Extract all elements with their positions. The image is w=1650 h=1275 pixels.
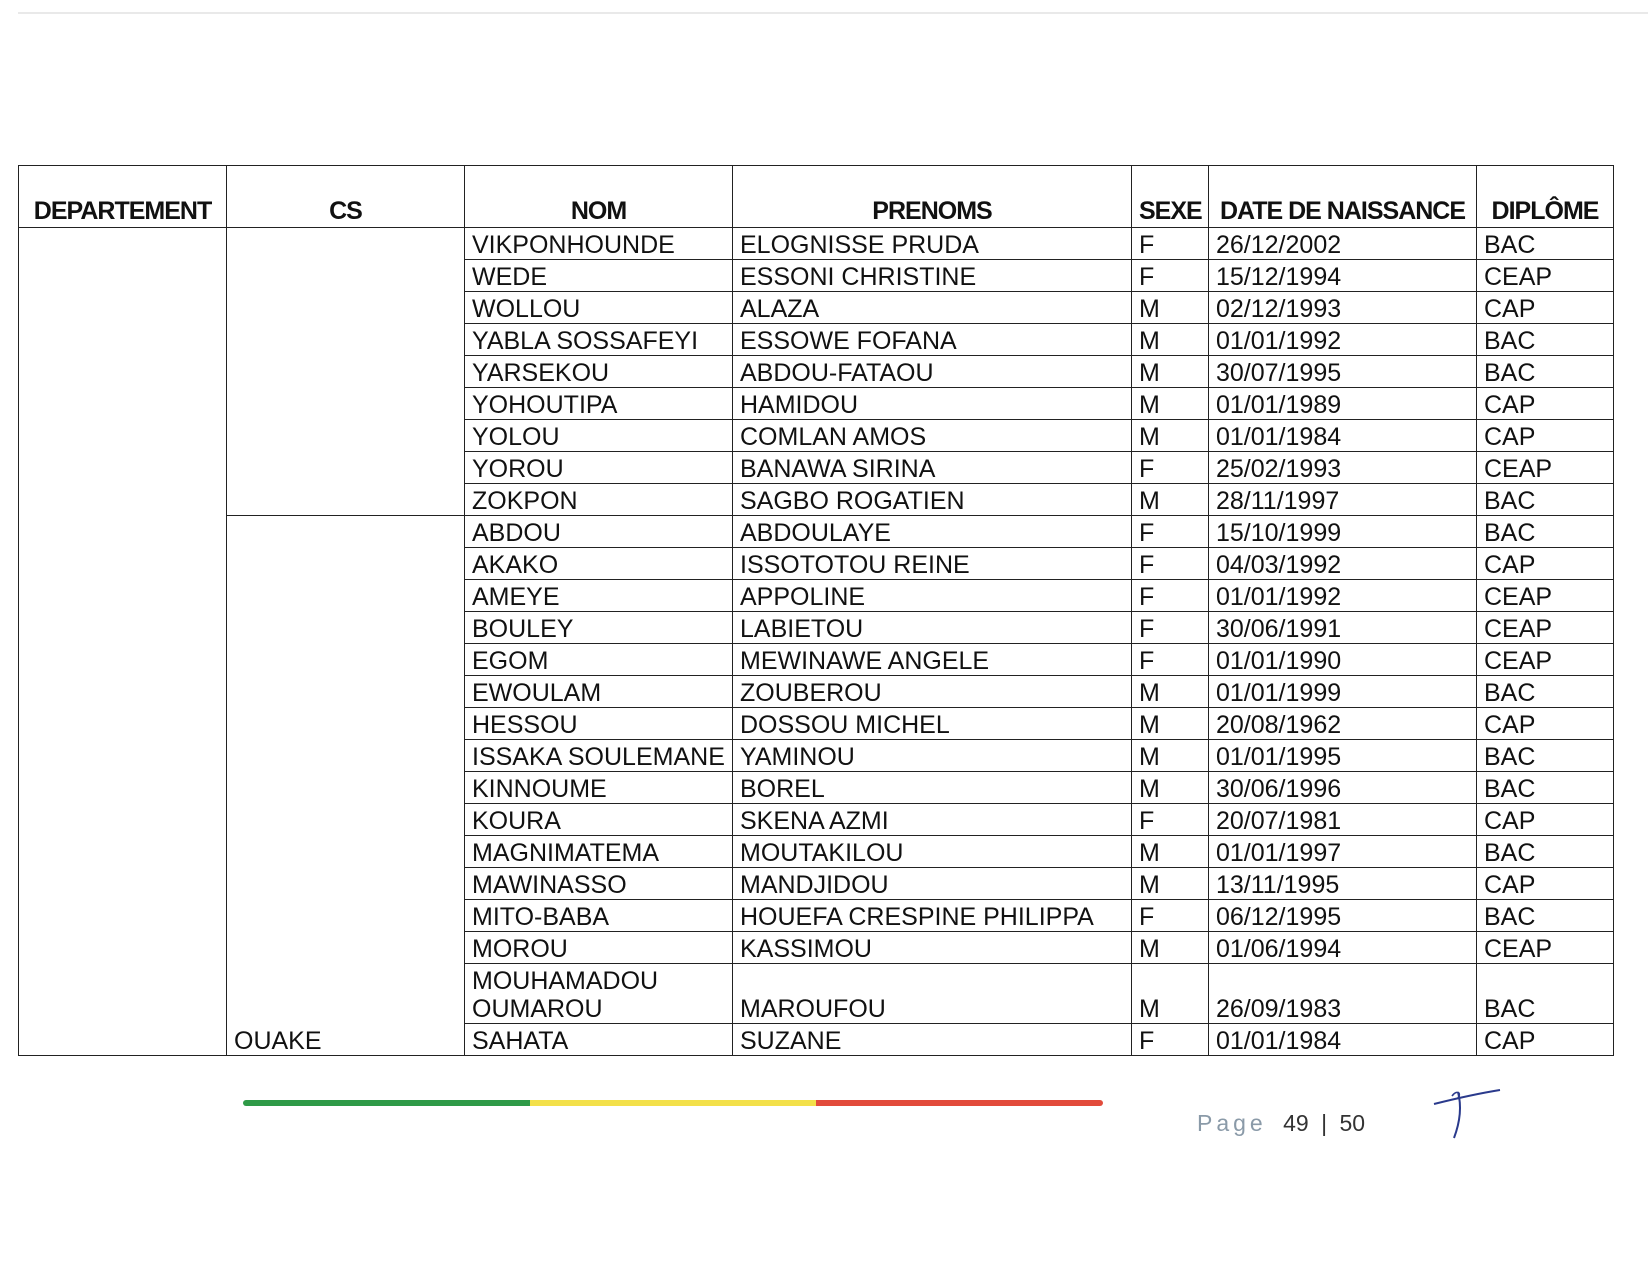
cell-diplome: CEAP [1477, 580, 1614, 612]
page-indicator [1197, 1110, 1365, 1137]
cell-date-naissance: 01/06/1994 [1209, 932, 1477, 964]
page-total: 50 [1339, 1110, 1366, 1136]
cell-diplome: CEAP [1477, 612, 1614, 644]
cell-prenoms: COMLAN AMOS [733, 420, 1132, 452]
cell-diplome: BAC [1477, 836, 1614, 868]
cell-diplome: CAP [1477, 1024, 1614, 1056]
cell-sexe: F [1132, 1024, 1209, 1056]
cell-date-naissance: 26/09/1983 [1209, 964, 1477, 1024]
cell-nom: ABDOU [465, 516, 733, 548]
cell-date-naissance: 15/10/1999 [1209, 516, 1477, 548]
cell-date-naissance: 01/01/1992 [1209, 580, 1477, 612]
register-table [18, 165, 1614, 1056]
cell-prenoms: BANAWA SIRINA [733, 452, 1132, 484]
cell-prenoms: ALAZA [733, 292, 1132, 324]
cell-sexe: F [1132, 548, 1209, 580]
cell-date-naissance: 01/01/1995 [1209, 740, 1477, 772]
cell-diplome: CAP [1477, 708, 1614, 740]
flag-color-bar [243, 1100, 1103, 1106]
cell-diplome: BAC [1477, 772, 1614, 804]
cell-sexe: M [1132, 356, 1209, 388]
cell-date-naissance: 01/01/1999 [1209, 676, 1477, 708]
cell-nom: SAHATA [465, 1024, 733, 1056]
cell-prenoms: ESSOWE FOFANA [733, 324, 1132, 356]
cell-nom: AMEYE [465, 580, 733, 612]
cell-nom: EGOM [465, 644, 733, 676]
cell-prenoms: KASSIMOU [733, 932, 1132, 964]
signature-mark [1430, 1082, 1510, 1142]
cell-prenoms: ISSOTOTOU REINE [733, 548, 1132, 580]
cell-sexe: M [1132, 324, 1209, 356]
header-sexe: SEXE [1132, 166, 1209, 228]
cell-nom: YARSEKOU [465, 356, 733, 388]
top-rule [18, 12, 1648, 14]
cell-prenoms: MEWINAWE ANGELE [733, 644, 1132, 676]
cell-prenoms: HAMIDOU [733, 388, 1132, 420]
cell-sexe: M [1132, 964, 1209, 1024]
page-current: 49 [1283, 1110, 1309, 1136]
cell-prenoms: LABIETOU [733, 612, 1132, 644]
cell-date-naissance: 01/01/1989 [1209, 388, 1477, 420]
cell-prenoms: MOUTAKILOU [733, 836, 1132, 868]
cell-nom: MAGNIMATEMA [465, 836, 733, 868]
cell-sexe: M [1132, 388, 1209, 420]
cell-date-naissance: 25/02/1993 [1209, 452, 1477, 484]
cell-prenoms: BOREL [733, 772, 1132, 804]
cell-diplome: BAC [1477, 676, 1614, 708]
cell-prenoms: SAGBO ROGATIEN [733, 484, 1132, 516]
cell-sexe: M [1132, 420, 1209, 452]
cell-prenoms: ESSONI CHRISTINE [733, 260, 1132, 292]
cell-nom: YOROU [465, 452, 733, 484]
table-row [19, 516, 1614, 548]
table-row [19, 228, 1614, 260]
cell-nom: BOULEY [465, 612, 733, 644]
header-diplome: DIPLÔME [1477, 166, 1614, 228]
cell-nom: EWOULAM [465, 676, 733, 708]
cell-date-naissance: 15/12/1994 [1209, 260, 1477, 292]
cell-diplome: CAP [1477, 388, 1614, 420]
cell-sexe: M [1132, 932, 1209, 964]
cell-nom: YABLA SOSSAFEYI [465, 324, 733, 356]
header-date-naissance: DATE DE NAISSANCE [1209, 166, 1477, 228]
cell-diplome: CAP [1477, 292, 1614, 324]
cell-nom: MAWINASSO [465, 868, 733, 900]
cell-prenoms: ABDOULAYE [733, 516, 1132, 548]
cell-diplome: CAP [1477, 868, 1614, 900]
cell-diplome: BAC [1477, 516, 1614, 548]
cell-sexe: M [1132, 676, 1209, 708]
header-prenoms: PRENOMS [733, 166, 1132, 228]
cell-date-naissance: 04/03/1992 [1209, 548, 1477, 580]
cell-diplome: CEAP [1477, 644, 1614, 676]
cell-date-naissance: 01/01/1997 [1209, 836, 1477, 868]
cell-diplome: BAC [1477, 228, 1614, 260]
cell-diplome: BAC [1477, 324, 1614, 356]
cell-date-naissance: 01/01/1984 [1209, 420, 1477, 452]
cell-nom: WOLLOU [465, 292, 733, 324]
cell-sexe: F [1132, 644, 1209, 676]
cell-sexe: M [1132, 868, 1209, 900]
cell-cs: OUAKE [227, 516, 465, 1056]
cell-sexe: M [1132, 836, 1209, 868]
flag-bar-yellow [530, 1100, 817, 1106]
cell-diplome: CAP [1477, 804, 1614, 836]
cell-nom: ZOKPON [465, 484, 733, 516]
page-separator: | [1321, 1110, 1328, 1136]
cell-nom: MITO-BABA [465, 900, 733, 932]
cell-prenoms: SUZANE [733, 1024, 1132, 1056]
cell-diplome: CEAP [1477, 452, 1614, 484]
cell-date-naissance: 20/08/1962 [1209, 708, 1477, 740]
cell-nom: AKAKO [465, 548, 733, 580]
header-cs: CS [227, 166, 465, 228]
cell-nom: KINNOUME [465, 772, 733, 804]
cell-diplome: BAC [1477, 356, 1614, 388]
cell-prenoms: ELOGNISSE PRUDA [733, 228, 1132, 260]
cell-sexe: M [1132, 484, 1209, 516]
cell-date-naissance: 20/07/1981 [1209, 804, 1477, 836]
cell-nom: ISSAKA SOULEMANE [465, 740, 733, 772]
header-departement: DEPARTEMENT [19, 166, 227, 228]
flag-bar-red [816, 1100, 1103, 1106]
cell-prenoms: DOSSOU MICHEL [733, 708, 1132, 740]
cell-date-naissance: 30/06/1991 [1209, 612, 1477, 644]
cell-cs [227, 228, 465, 516]
cell-date-naissance: 01/01/1992 [1209, 324, 1477, 356]
cell-prenoms: APPOLINE [733, 580, 1132, 612]
cell-diplome: CEAP [1477, 932, 1614, 964]
cell-sexe: F [1132, 804, 1209, 836]
cell-sexe: F [1132, 900, 1209, 932]
cell-sexe: M [1132, 772, 1209, 804]
cell-sexe: M [1132, 740, 1209, 772]
cell-departement [19, 228, 227, 1056]
cell-prenoms: YAMINOU [733, 740, 1132, 772]
cell-date-naissance: 13/11/1995 [1209, 868, 1477, 900]
header-nom: NOM [465, 166, 733, 228]
cell-prenoms: SKENA AZMI [733, 804, 1132, 836]
cell-diplome: CAP [1477, 548, 1614, 580]
cell-nom: YOHOUTIPA [465, 388, 733, 420]
cell-diplome: CAP [1477, 420, 1614, 452]
cell-prenoms: MANDJIDOU [733, 868, 1132, 900]
cell-prenoms: ABDOU-FATAOU [733, 356, 1132, 388]
cell-diplome: BAC [1477, 740, 1614, 772]
cell-diplome: BAC [1477, 484, 1614, 516]
cell-sexe: F [1132, 228, 1209, 260]
cell-diplome: CEAP [1477, 260, 1614, 292]
cell-date-naissance: 01/01/1984 [1209, 1024, 1477, 1056]
cell-nom: VIKPONHOUNDE [465, 228, 733, 260]
cell-date-naissance: 30/06/1996 [1209, 772, 1477, 804]
header-row [19, 166, 1614, 228]
cell-nom: YOLOU [465, 420, 733, 452]
cell-nom: KOURA [465, 804, 733, 836]
cell-diplome: BAC [1477, 964, 1614, 1024]
cell-date-naissance: 28/11/1997 [1209, 484, 1477, 516]
cell-nom: MOROU [465, 932, 733, 964]
cell-diplome: BAC [1477, 900, 1614, 932]
cell-nom: MOUHAMADOU OUMAROU [465, 964, 733, 1024]
cell-date-naissance: 30/07/1995 [1209, 356, 1477, 388]
table-body [19, 228, 1614, 1056]
cell-nom: WEDE [465, 260, 733, 292]
cell-sexe: F [1132, 260, 1209, 292]
cell-nom: HESSOU [465, 708, 733, 740]
cell-date-naissance: 02/12/1993 [1209, 292, 1477, 324]
cell-sexe: F [1132, 612, 1209, 644]
cell-date-naissance: 06/12/1995 [1209, 900, 1477, 932]
page-label: Page [1197, 1110, 1267, 1136]
cell-sexe: M [1132, 708, 1209, 740]
cell-prenoms: ZOUBEROU [733, 676, 1132, 708]
cell-sexe: F [1132, 580, 1209, 612]
cell-sexe: F [1132, 452, 1209, 484]
cell-sexe: F [1132, 516, 1209, 548]
flag-bar-green [243, 1100, 530, 1106]
cell-prenoms: HOUEFA CRESPINE PHILIPPA [733, 900, 1132, 932]
cell-date-naissance: 26/12/2002 [1209, 228, 1477, 260]
cell-prenoms: MAROUFOU [733, 964, 1132, 1024]
cell-date-naissance: 01/01/1990 [1209, 644, 1477, 676]
cell-sexe: M [1132, 292, 1209, 324]
